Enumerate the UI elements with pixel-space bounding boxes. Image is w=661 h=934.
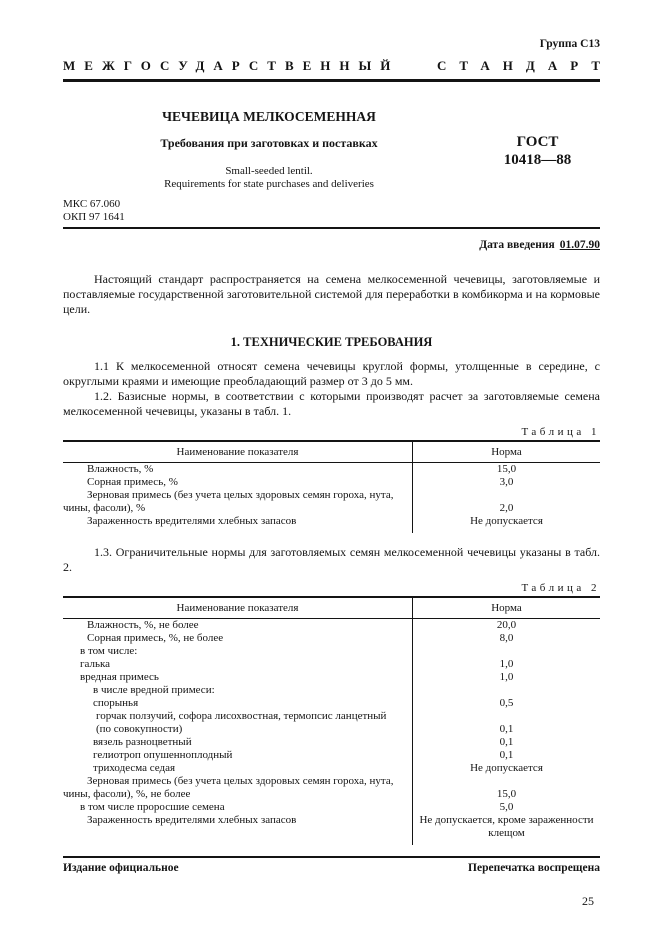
group-label: Группа С13 — [539, 38, 600, 50]
table-1 — [63, 440, 600, 533]
table-row — [63, 619, 600, 632]
table-1-header — [63, 442, 600, 463]
table-1-label: Таблица 1 — [521, 426, 600, 438]
table-row — [63, 762, 600, 775]
norm-value: 20,0 — [496, 619, 517, 631]
norm-value: 0,5 — [499, 697, 514, 709]
table-row — [63, 749, 600, 762]
indicator-name: триходесма седая — [63, 762, 413, 775]
indicator-name: гелиотроп опушенноплодный — [63, 749, 413, 762]
reprint-prohibited-label: Перепечатка воспрещена — [468, 862, 600, 874]
section-1-title: 1. ТЕХНИЧЕСКИЕ ТРЕБОВАНИЯ — [230, 335, 433, 349]
introduction-date-row — [63, 239, 600, 251]
norm-value: 2,0 — [499, 502, 514, 514]
document-title-english-line1: Small-seeded lentil. — [225, 165, 313, 177]
gost-designation — [475, 109, 600, 191]
table-2-col-name-header: Наименование показателя — [63, 598, 413, 618]
indicator-name: Сорная примесь, %, не более — [63, 632, 413, 645]
okp-code: ОКП 97 1641 — [63, 211, 125, 223]
norm-value — [413, 645, 600, 658]
indicator-name: спорынья — [63, 697, 413, 710]
official-edition-label: Издание официальное — [63, 862, 179, 874]
table-row — [63, 489, 600, 515]
table-row — [63, 463, 600, 476]
indicator-name: вязель разноцветный — [63, 736, 413, 749]
title-block — [63, 109, 475, 191]
norm-value: Не допускается — [470, 762, 543, 774]
paragraph-1-3: 1.3. Ограничительные нормы для заготовляемых семян мелкосеменной чечевицы указаны в табл. 2. — [63, 545, 600, 574]
norm-value: 1,0 — [499, 671, 514, 683]
table-row — [63, 671, 600, 684]
mks-code: МКС 67.060 — [63, 198, 121, 210]
indicator-name: в том числе проросшие семена — [63, 801, 413, 814]
indicator-name: в числе вредной примеси: — [63, 684, 413, 697]
indicator-name: Влажность, %, не более — [63, 619, 413, 632]
codes-rule — [63, 227, 600, 229]
indicator-name: горчак ползучий, софора лисохвостная, термопсис ланцетный (по совокупности) — [63, 710, 413, 736]
indicator-name: в том числе: — [63, 645, 413, 658]
page-number: 25 — [582, 894, 594, 908]
indicator-name: Влажность, % — [63, 463, 413, 476]
table-row — [63, 632, 600, 645]
table-2 — [63, 596, 600, 845]
norm-value: 0,1 — [499, 749, 514, 761]
introduction-date-label: Дата введения — [479, 239, 555, 251]
gost-number: 10418—88 — [503, 152, 572, 168]
document-subtitle: Требования при заготовках и поставках — [160, 136, 378, 150]
table-2-header — [63, 598, 600, 619]
norm-value: 15,0 — [496, 463, 517, 475]
table-row — [63, 775, 600, 801]
footer-rule — [63, 856, 600, 858]
classification-codes — [63, 198, 600, 224]
standard-word-2: СТАНДАРТ — [436, 58, 613, 73]
norm-value: 3,0 — [499, 476, 514, 488]
table-row — [63, 476, 600, 489]
table-row — [63, 515, 600, 533]
table-2-label: Таблица 2 — [521, 582, 600, 594]
standard-word-1: МЕЖГОСУДАРСТВЕННЫЙ — [63, 58, 400, 73]
norm-value: 15,0 — [496, 788, 517, 800]
indicator-name: Зерновая примесь (без учета целых здоровых семян гороха, нута, чины, фасоли), % — [63, 489, 413, 515]
table-row — [63, 801, 600, 814]
norm-value: 8,0 — [499, 632, 514, 644]
scope-paragraph: Настоящий стандарт распространяется на семена мелкосеменной чечевицы, заготовляемые и поставляемые государственной заготовительной системой для переработки в комбикорма и на кормовые цели. — [63, 272, 600, 316]
table-1-col-name-header: Наименование показателя — [63, 442, 413, 462]
norm-value: 0,1 — [499, 723, 514, 735]
table-row — [63, 736, 600, 749]
table-1-col-norm-header: Норма — [491, 446, 522, 458]
title-area — [63, 109, 600, 191]
indicator-name: Зараженность вредителями хлебных запасов — [63, 814, 413, 845]
norm-value: 1,0 — [499, 658, 514, 670]
table-row — [63, 697, 600, 710]
indicator-name: галька — [63, 658, 413, 671]
indicator-name: Зараженность вредителями хлебных запасов — [63, 515, 413, 533]
table-row — [63, 710, 600, 736]
document-title-english-line2: Requirements for state purchases and deliveries — [164, 178, 374, 190]
introduction-date-value: 01.07.90 — [559, 239, 600, 251]
document-title: ЧЕЧЕВИЦА МЕЛКОСЕМЕННАЯ — [162, 109, 376, 124]
gost-label: ГОСТ — [516, 134, 559, 150]
table-row — [63, 645, 600, 658]
indicator-name: Зерновая примесь (без учета целых здоровых семян гороха, нута, чины, фасоли), %, не более — [63, 775, 413, 801]
table-row — [63, 684, 600, 697]
norm-value: 5,0 — [499, 801, 514, 813]
paragraph-1-1: 1.1 К мелкосеменной относят семена чечевицы круглой формы, утолщенные в середине, с округлыми краями и имеющие преобладающий размер от 3 до 5 мм. — [63, 359, 600, 388]
norm-value — [413, 684, 600, 697]
indicator-name: вредная примесь — [63, 671, 413, 684]
paragraph-1-2: 1.2. Базисные нормы, в соответствии с которыми производят расчет за заготовляемые семена мелкосеменной чечевицы, указаны в табл. 1. — [63, 389, 600, 418]
table-row — [63, 658, 600, 671]
norm-value: 0,1 — [499, 736, 514, 748]
header-rule — [63, 79, 600, 82]
indicator-name: Сорная примесь, % — [63, 476, 413, 489]
standard-type-row — [63, 58, 613, 74]
footer — [63, 862, 600, 874]
norm-value: Не допускается, кроме зараженности клещом — [419, 814, 594, 839]
norm-value: Не допускается — [470, 515, 543, 527]
table-row — [63, 814, 600, 845]
table-2-col-norm-header: Норма — [491, 602, 522, 614]
